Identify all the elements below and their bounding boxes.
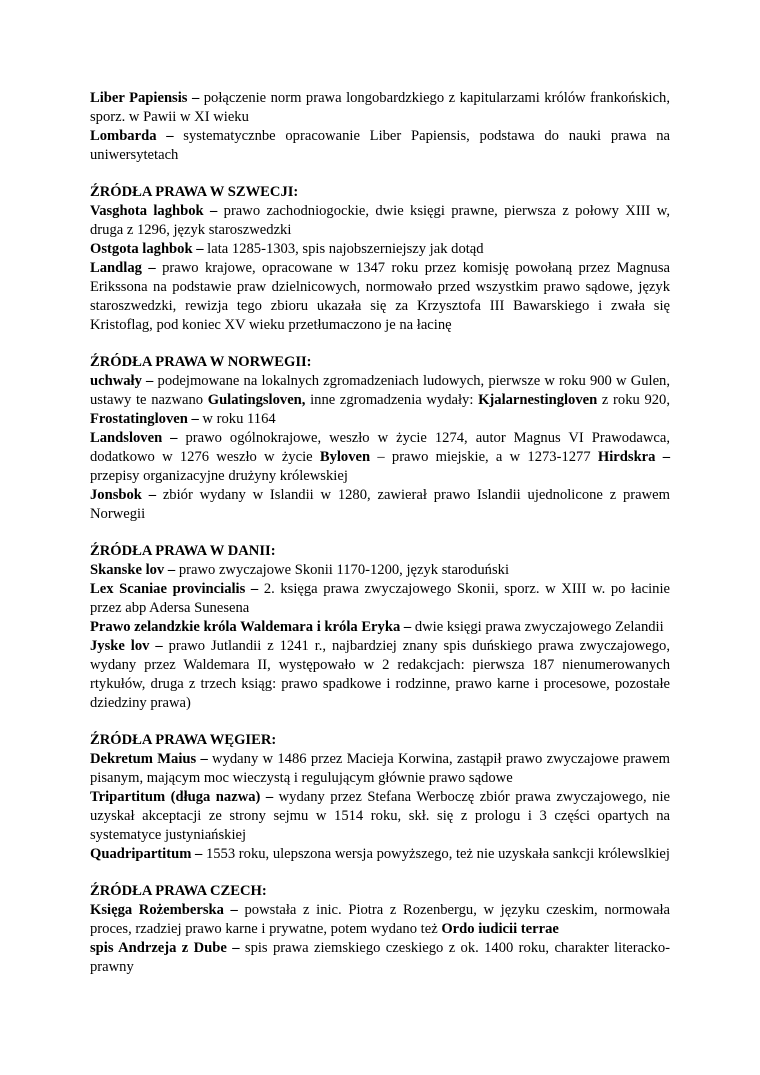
entry-uchwaly xyxy=(90,372,670,429)
entry-term: Landsloven – xyxy=(90,430,178,446)
entry-term: Ostgota laghbok – xyxy=(90,241,204,257)
entry-ostgota xyxy=(90,240,670,259)
entry-text: wydany przez Stefana Werboczę zbiór prawa zwyczajowego, nie uzyskał akceptacji ze strony sejmu w 1514 roku, skł. się z prologu i 3 części opartych na systematyce justyniańskiej xyxy=(90,789,670,843)
entry-quadripartitum xyxy=(90,845,670,864)
entry-term: Liber Papiensis – xyxy=(90,90,200,106)
entry-text: dwie księgi prawa zwyczajowego Zelandii xyxy=(411,619,664,635)
entry-skanske-lov xyxy=(90,561,670,580)
entry-tripartitum xyxy=(90,788,670,845)
entry-text: systematycznbe opracowanie Liber Papiensis, podstawa do nauki prawa na uniwersytetach xyxy=(90,128,671,163)
entry-text: połączenie norm prawa longobardzkiego z kapitularzami królów frankońskich, sporz. w Pawii w XI wieku xyxy=(90,90,670,125)
entry-text: wydany w 1486 przez Macieja Korwina, zastąpił prawo zwyczajowe prawem pisanym, mającym moc wieczystą i regulującym głównie prawo sądowe xyxy=(90,751,670,786)
entry-text: spis prawa ziemskiego czeskiego z ok. 1400 roku, charakter literacko-prawny xyxy=(90,940,670,975)
entry-term-inline: Ordo iudicii terrae xyxy=(441,921,559,937)
entry-text: prawo ogólnokrajowe, weszło w życie 1274, autor Magnus VI Prawodawca, dodatkowo w 1276 weszło w życie xyxy=(90,430,670,465)
entry-term-inline: Frostatingloven – xyxy=(90,411,199,427)
entry-term: Jyske lov – xyxy=(90,638,163,654)
heading-norwegia: ŹRÓDŁA PRAWA W NORWEGII: xyxy=(90,354,312,370)
heading-czechy: ŹRÓDŁA PRAWA CZECH: xyxy=(90,883,267,899)
entry-term: Jonsbok – xyxy=(90,487,157,503)
entry-ksiega-rozemberska xyxy=(90,901,670,939)
entry-text: z roku 920, xyxy=(597,392,670,408)
entry-text: inne zgromadzenia wydały: xyxy=(305,392,479,408)
entry-term: Prawo zelandzkie króla Waldemara i króla Eryka – xyxy=(90,619,412,635)
heading-szwecja: ŹRÓDŁA PRAWA W SZWECJI: xyxy=(90,184,299,200)
entry-term-inline: Gulatingsloven, xyxy=(207,392,306,408)
entry-lex-scaniae xyxy=(90,580,670,618)
entry-text: prawo zwyczajowe Skonii 1170-1200, język staroduński xyxy=(175,562,509,578)
entry-text: podejmowane na lokalnych zgromadzeniach ludowych, pierwsze w roku 900 w Gulen, ustawy te nazwano xyxy=(90,373,671,408)
entry-text: prawo Jutlandii z 1241 r., najbardziej znany spis duńskiego prawa zwyczajowego, wydany przez Waldemara II, występowało w 2 redakcjach: pierwsza 187 nienumerowanych rtykułów, druga z trzech ksiąg: prawo spadkowe i rodzinne, prawo karne i procesowe, pozostałe dziedziny prawa) xyxy=(90,638,671,711)
entry-text: powstała z inic. Piotra z Rozenbergu, w języku czeskim, normowała proces, rzadziej prawo karne i prywatne, potem wydano też xyxy=(90,902,670,937)
entry-term: Skanske lov – xyxy=(90,562,176,578)
entry-text: prawo zachodniogockie, dwie księgi prawne, pierwsza z połowy XIII w, druga z 1296, język staroszwedzki xyxy=(90,203,670,238)
entry-jyske-lov xyxy=(90,637,670,713)
entry-term-inline: Byloven xyxy=(319,449,371,465)
entry-text: – prawo miejskie, a w 1273-1277 xyxy=(370,449,598,465)
entry-term: spis Andrzeja z Dube – xyxy=(90,940,240,956)
entry-term: Lex Scaniae provincialis – xyxy=(90,581,259,597)
entry-jonsbok xyxy=(90,486,670,524)
entry-text: lata 1285-1303, spis najobszerniejszy jak dotąd xyxy=(203,241,484,257)
entry-term: Tripartitum (długa nazwa) – xyxy=(90,789,274,805)
entry-dekretum-maius xyxy=(90,750,670,788)
entry-term-inline: Kjalarnestingloven xyxy=(478,392,598,408)
entry-term: Quadripartitum – xyxy=(90,846,203,862)
entry-prawo-zelandzkie xyxy=(90,618,670,637)
entry-term: Dekretum Maius – xyxy=(90,751,208,767)
entry-lombarda xyxy=(90,127,670,165)
entry-vasghota xyxy=(90,202,670,240)
entry-text: 1553 roku, ulepszona wersja powyższego, też nie uzyskała sankcji królewslkiej xyxy=(202,846,670,862)
entry-text: przepisy organizacyjne drużyny królewskiej xyxy=(90,468,348,484)
entry-spis-andrzeja xyxy=(90,939,670,977)
entry-term: Lombarda – xyxy=(90,128,174,144)
entry-text: 2. księga prawa zwyczajowego Skonii, sporz. w XIII w. po łacinie przez abp Adersa Sunesena xyxy=(90,581,670,616)
entry-landlag xyxy=(90,259,670,335)
heading-dania: ŹRÓDŁA PRAWA W DANII: xyxy=(90,543,276,559)
entry-term: Landlag – xyxy=(90,260,156,276)
entry-liber-papiensis xyxy=(90,89,670,127)
entry-term: Vasghota laghbok – xyxy=(90,203,218,219)
heading-wegry: ŹRÓDŁA PRAWA WĘGIER: xyxy=(90,732,277,748)
entry-term-inline: Hirdskra – xyxy=(597,449,670,465)
entry-text: prawo krajowe, opracowane w 1347 roku przez komisję powołaną przez Magnusa Erikssona na podstawie praw dzielnicowych, normowało przed wszystkim prawo sądowe, język staroszwedzki, rewizja tego zbioru ukazała się za Krzysztofa III Bawarskiego i zwała się Kristoflag, pod koniec XV wieku przetłumaczono je na łacinę xyxy=(90,260,671,333)
entry-text: w roku 1164 xyxy=(198,411,276,427)
entry-term: Księga Rożemberska – xyxy=(90,902,238,918)
entry-landsloven xyxy=(90,429,670,486)
entry-term: uchwały – xyxy=(90,373,154,389)
entry-text: zbiór wydany w Islandii w 1280, zawierał prawo Islandii ujednolicone z prawem Norwegii xyxy=(90,487,670,522)
